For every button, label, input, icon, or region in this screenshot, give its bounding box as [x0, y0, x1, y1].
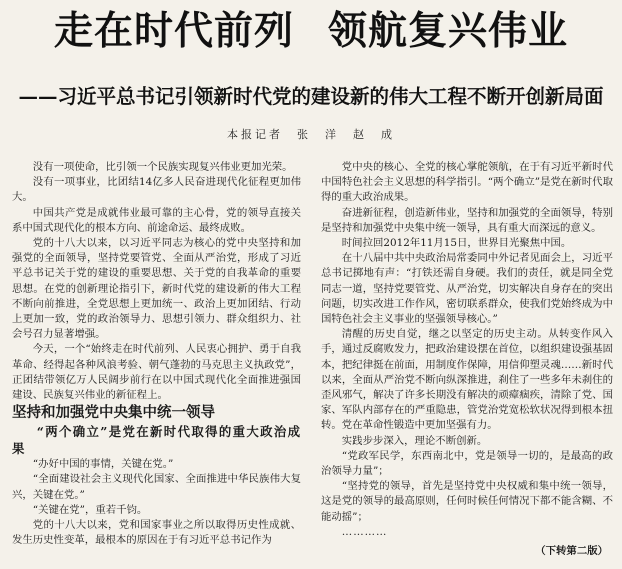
paragraph: 在十八届中共中央政治局常委同中外记者见面会上，习近平总书记掷地有声：“打铁还需自身硬。我们的责任，就是同全党同志一道，坚持党要管党、从严治党，切实解决自身存在的突出问题，切实改进工作作风，密切联系群众，使我们党始终成为中国特色社会主义事业的坚强领导核心。”	[321, 252, 613, 326]
paragraph: 中国共产党是成就伟业最可靠的主心骨，党的领导直接关系中国式现代化的根本方向、前途命运、最终成败。	[12, 206, 301, 234]
paragraph: 清醒的历史自觉，继之以坚定的历史主动。从转变作风入手，通过反腐败发力，把政治建设摆在首位，以组织建设强基固本，把纪律挺在前面，用制度作保障，用信仰塑灵魂……新时代以来，全面从严治党不断向纵深推进，刹住了一些多年未刹住的歪风邪气，解决了许多长期没有解决的顽瘴痼疾，清除了党、国家、军队内部存在的严重隐患，管党治党宽松软状况得到根本扭转。党在革命性锻造中更加坚强有力。	[321, 328, 613, 432]
paragraph: 今天，一个“始终走在时代前列、人民衷心拥护、勇于自我革命、经得起各种风浪考验、朝气蓬勃的马克思主义执政党”，正团结带领亿万人民阔步前行在以中国式现代化全面推进强国建设、民族复兴伟业的新征程上。	[12, 343, 301, 402]
continue-note: （下转第二版）	[535, 545, 608, 557]
paragraph: “坚持党的领导，首先是坚持党中央权威和集中统一领导，这是党的领导的最高原则，任何时候任何情况下都不能含糊、不能动摇”；	[321, 480, 613, 523]
paragraph: “党政军民学，东西南北中，党是领导一切的，是最高的政治领导力量”；	[321, 449, 613, 478]
byline: 本报记者 张 洋 赵 成	[227, 128, 395, 141]
section-title: 坚持和加强党中央集中统一领导	[12, 405, 215, 422]
paragraph: 党中央的核心、全党的核心掌舵领航，在于有习近平新时代中国特色社会主义思想的科学指引。“两个确立”是党在新时代取得的重大政治成果。	[321, 161, 613, 204]
headline	[0, 8, 622, 56]
paragraph: 没有一项事业，比团结14亿多人民奋进现代化征程更加伟大。	[12, 176, 301, 204]
subheadline: ——习近平总书记引领新时代党的建设新的伟大工程不断开创新局面	[18, 85, 604, 108]
paragraph: 时间拉回2012年11月15日，世界目光聚焦中国。	[341, 237, 572, 250]
right-column	[321, 160, 613, 540]
paragraph: 党的十八大以来，以习近平同志为核心的党中央坚持和加强党的全面领导，坚持党要管党、全面从严治党，形成了习近平总书记关于党的建设的重要思想、关于党的自我革命的重要思想。在党的创新理论指引下，新时代党的建设新的伟大工程不断向前推进，全党思想上更加统一、政治上更加团结、行动上更加一致，党的政治领导力、思想引领力、群众组织力、社会号召力显著增强。	[12, 237, 301, 341]
paragraph: 实践步步深入，理论不断创新。	[341, 434, 488, 447]
paragraph: “关键在党”，重若千钧。	[32, 503, 148, 516]
headline-part-2: 领航复兴伟业	[328, 9, 569, 54]
paragraph: “办好中国的事情，关键在党。”	[32, 458, 174, 471]
paragraph: 奋进新征程，创造新伟业，坚持和加强党的全面领导，特别是坚持和加强党中央集中统一领导，具有重大而深远的意义。	[321, 206, 613, 234]
paragraph: “全面建设社会主义现代化国家、全面推进中华民族伟大复兴，关键在党。”	[12, 473, 301, 501]
headline-part-1: 走在时代前列	[53, 9, 294, 54]
paragraph: 党的十八大以来，党和国家事业之所以取得历史性成就、发生历史性变革，最根本的原因在于有习近平总书记作为	[12, 519, 301, 547]
left-column	[12, 160, 301, 548]
paragraph: 没有一项使命，比引领一个民族实现复兴伟业更加光荣。	[32, 161, 293, 173]
section-subtitle: “两个确立”是党在新时代取得的重大政治成果	[12, 424, 301, 457]
ellipsis: …………	[341, 525, 388, 538]
